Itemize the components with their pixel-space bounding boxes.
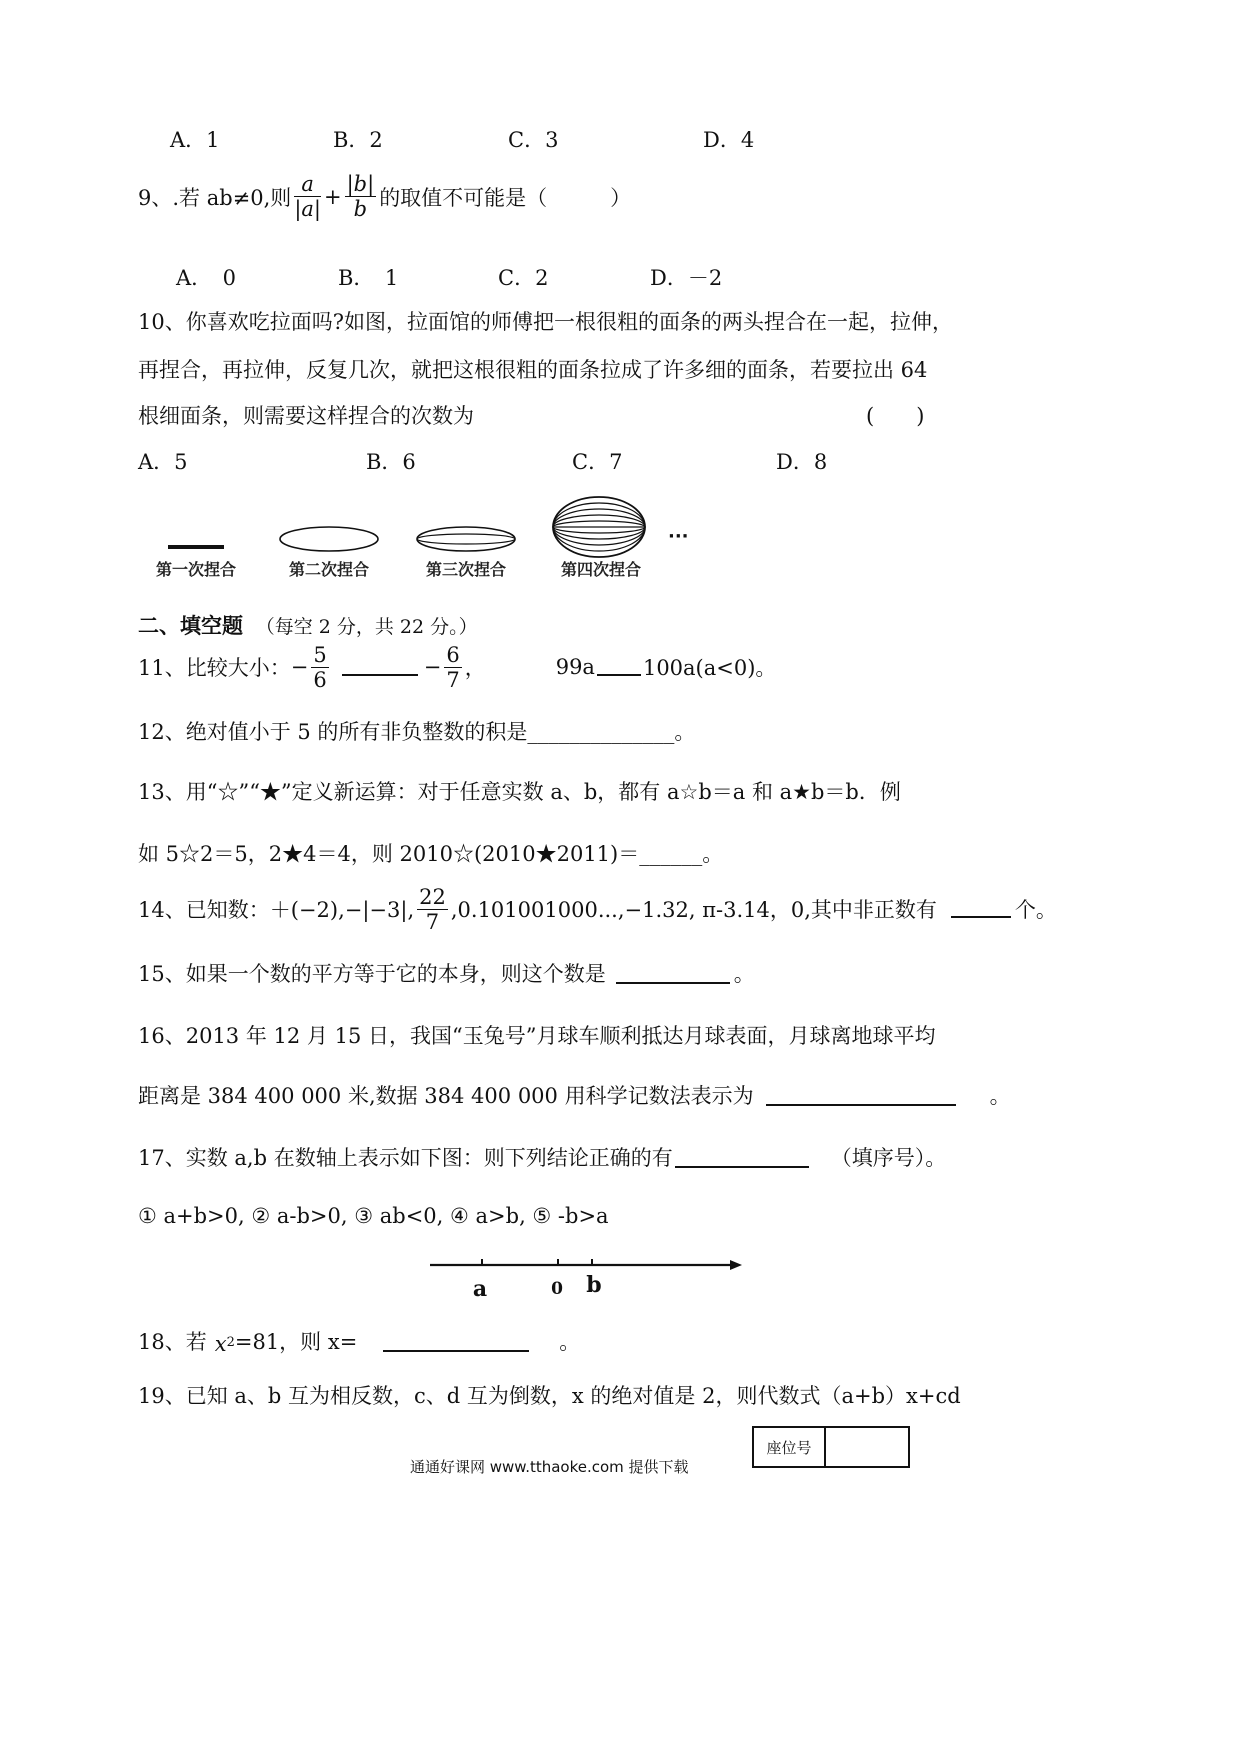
q18-exponent: 2: [226, 1335, 235, 1350]
question-15: [138, 958, 755, 988]
q17-options: ① a+b>0, ② a-b>0, ③ ab<0, ④ a>b, ⑤ -b>a: [138, 1204, 609, 1228]
q11-answer-blank-2[interactable]: [597, 673, 641, 676]
q15-answer-blank[interactable]: [616, 981, 730, 984]
q8-option-b: B．2: [333, 128, 383, 152]
question-12: 12、绝对值小于 5 的所有非负整数的积是______________。: [138, 720, 696, 744]
q18-variable: x: [214, 1332, 227, 1356]
seat-number-box: [752, 1426, 910, 1468]
q16-line-2: 距离是 384 400 000 米,数据 384 400 000 用科学记数法表示为: [138, 1084, 754, 1108]
q10-line-3: 根细面条，则需要这样捏合的次数为: [138, 404, 474, 428]
q11-minus-2: −: [423, 655, 442, 679]
question-17: [138, 1142, 946, 1172]
q11-f1-numerator: 5: [313, 642, 327, 667]
question-18: [138, 1326, 580, 1356]
q14-rest: ,0.101001000...,−1.32, π-3.14，0,其中非正数有: [450, 898, 937, 922]
q8-option-c: C．3: [508, 128, 559, 152]
q15-prefix: 15、如果一个数的平方等于它的本身，则这个数是: [138, 962, 606, 986]
q10-option-d: D．8: [776, 450, 828, 474]
q10-option-a: A．5: [138, 450, 188, 474]
q10-answer-paren: ( ): [866, 404, 925, 428]
q14-denominator: 7: [425, 909, 440, 934]
q16-line-2-wrap: [138, 1080, 1011, 1110]
q17-answer-blank[interactable]: [675, 1165, 809, 1168]
question-14: [138, 882, 1057, 936]
q14-prefix: 14、已知数：＋(−2),−|−3|,: [138, 898, 415, 922]
question-19: 19、已知 a、b 互为相反数，c、d 互为倒数，x 的绝对值是 2，则代数式（a+b）x+cd: [138, 1384, 961, 1408]
section-2-note: （每空 2 分，共 22 分。）: [255, 616, 478, 638]
footer-source: 通通好课网 www.tthaoke.com 提供下载: [410, 1458, 689, 1476]
axis-label-zero: 0: [551, 1279, 563, 1299]
axis-label-a: a: [472, 1276, 488, 1302]
q11-f2-numerator: 6: [446, 642, 460, 667]
number-line-arrow: [730, 1260, 742, 1270]
q16-line-1: 16、2013 年 12 月 15 日，我国“玉兔号”月球车顺利抵达月球表面，月球离地球平均: [138, 1024, 936, 1048]
q11-answer-blank-1[interactable]: [342, 673, 418, 676]
q16-answer-blank[interactable]: [766, 1103, 956, 1106]
question-11: [138, 640, 776, 694]
q10-option-b: B．6: [366, 450, 416, 474]
q9-fraction-1: [294, 172, 321, 221]
q14-numerator: 22: [419, 884, 446, 909]
noodle-figure: [140, 484, 720, 594]
q9-plus: +: [323, 184, 342, 209]
q9-option-c: C．2: [498, 266, 549, 290]
q14-answer-blank[interactable]: [951, 915, 1011, 918]
q9-option-a: A． 0: [176, 266, 237, 290]
q11-f2-denominator: 7: [446, 667, 460, 692]
q9-prefix: 9、.若 ab≠0,则: [138, 185, 292, 210]
section-2-heading: [138, 610, 478, 640]
q11-fraction-2: [444, 643, 461, 692]
q18-prefix: 18、若: [138, 1330, 207, 1354]
q18-answer-blank[interactable]: [383, 1349, 529, 1352]
axis-label-b: b: [586, 1272, 602, 1298]
figure-label-1: 第一次捏合: [155, 560, 237, 579]
section-2-title: 二、填空题: [138, 613, 243, 638]
q11-fraction-1: [311, 643, 328, 692]
q9-option-b: B． 1: [338, 266, 399, 290]
q9-frac2-denominator: b: [353, 197, 368, 221]
q11-minus-1: −: [290, 655, 309, 679]
q17-suffix: （填序号）。: [830, 1146, 947, 1170]
q14-fraction: [417, 885, 448, 934]
figure-label-2: 第二次捏合: [288, 560, 370, 579]
fourth-pinch-loops: [553, 497, 645, 557]
q16-suffix: 。: [989, 1084, 1011, 1108]
q18-suffix: 。: [559, 1330, 581, 1354]
second-pinch-loop: [280, 527, 378, 551]
q9-frac1-numerator: a: [294, 172, 321, 197]
q11-part2-left: 99a: [555, 655, 595, 679]
q15-suffix: 。: [733, 962, 755, 986]
q14-suffix: 个。: [1014, 898, 1057, 922]
seat-number-label: 座位号: [754, 1428, 826, 1466]
q9-frac2-numerator: |b|: [346, 172, 375, 196]
question-9: [138, 172, 631, 221]
q9-option-d: D．－2: [650, 266, 723, 290]
q17-prefix: 17、实数 a,b 在数轴上表示如下图：则下列结论正确的有: [138, 1146, 673, 1170]
q13-line-2: 如 5☆2＝5，2★4＝4，则 2010☆(2010★2011)＝______。: [138, 842, 724, 866]
q11-f1-denominator: 6: [313, 667, 327, 692]
figure-ellipsis: ···: [668, 526, 689, 547]
number-line: [420, 1248, 760, 1308]
q11-prefix: 11、比较大小：: [138, 656, 291, 680]
q9-frac1-denominator: |a|: [294, 197, 321, 221]
q10-option-c: C．7: [572, 450, 623, 474]
q8-option-a: A．1: [170, 128, 220, 152]
q11-comma: ，: [464, 656, 486, 680]
q9-fraction-2: [345, 172, 377, 221]
q11-part2-right: 100a(a<0)。: [642, 656, 777, 680]
figure-label-3: 第三次捏合: [425, 560, 507, 579]
q13-line-1: 13、用“☆”“★”定义新运算：对于任意实数 a、b，都有 a☆b＝a 和 a★b＝b．例: [138, 780, 901, 804]
third-pinch-loops: [417, 527, 515, 551]
figure-label-4: 第四次捏合: [560, 560, 642, 579]
q9-suffix: 的取值不可能是（ ）: [379, 185, 632, 210]
seat-number-field[interactable]: [826, 1428, 908, 1466]
q18-mid: =81，则 x=: [234, 1330, 358, 1354]
q10-line-2: 再捏合，再拉伸，反复几次，就把这根很粗的面条拉成了许多细的面条，若要拉出 64: [138, 358, 928, 382]
q8-option-d: D．4: [703, 128, 755, 152]
q10-line-1: 10、你喜欢吃拉面吗?如图，拉面馆的师傅把一根很粗的面条的两头捏合在一起，拉伸，: [138, 310, 953, 334]
